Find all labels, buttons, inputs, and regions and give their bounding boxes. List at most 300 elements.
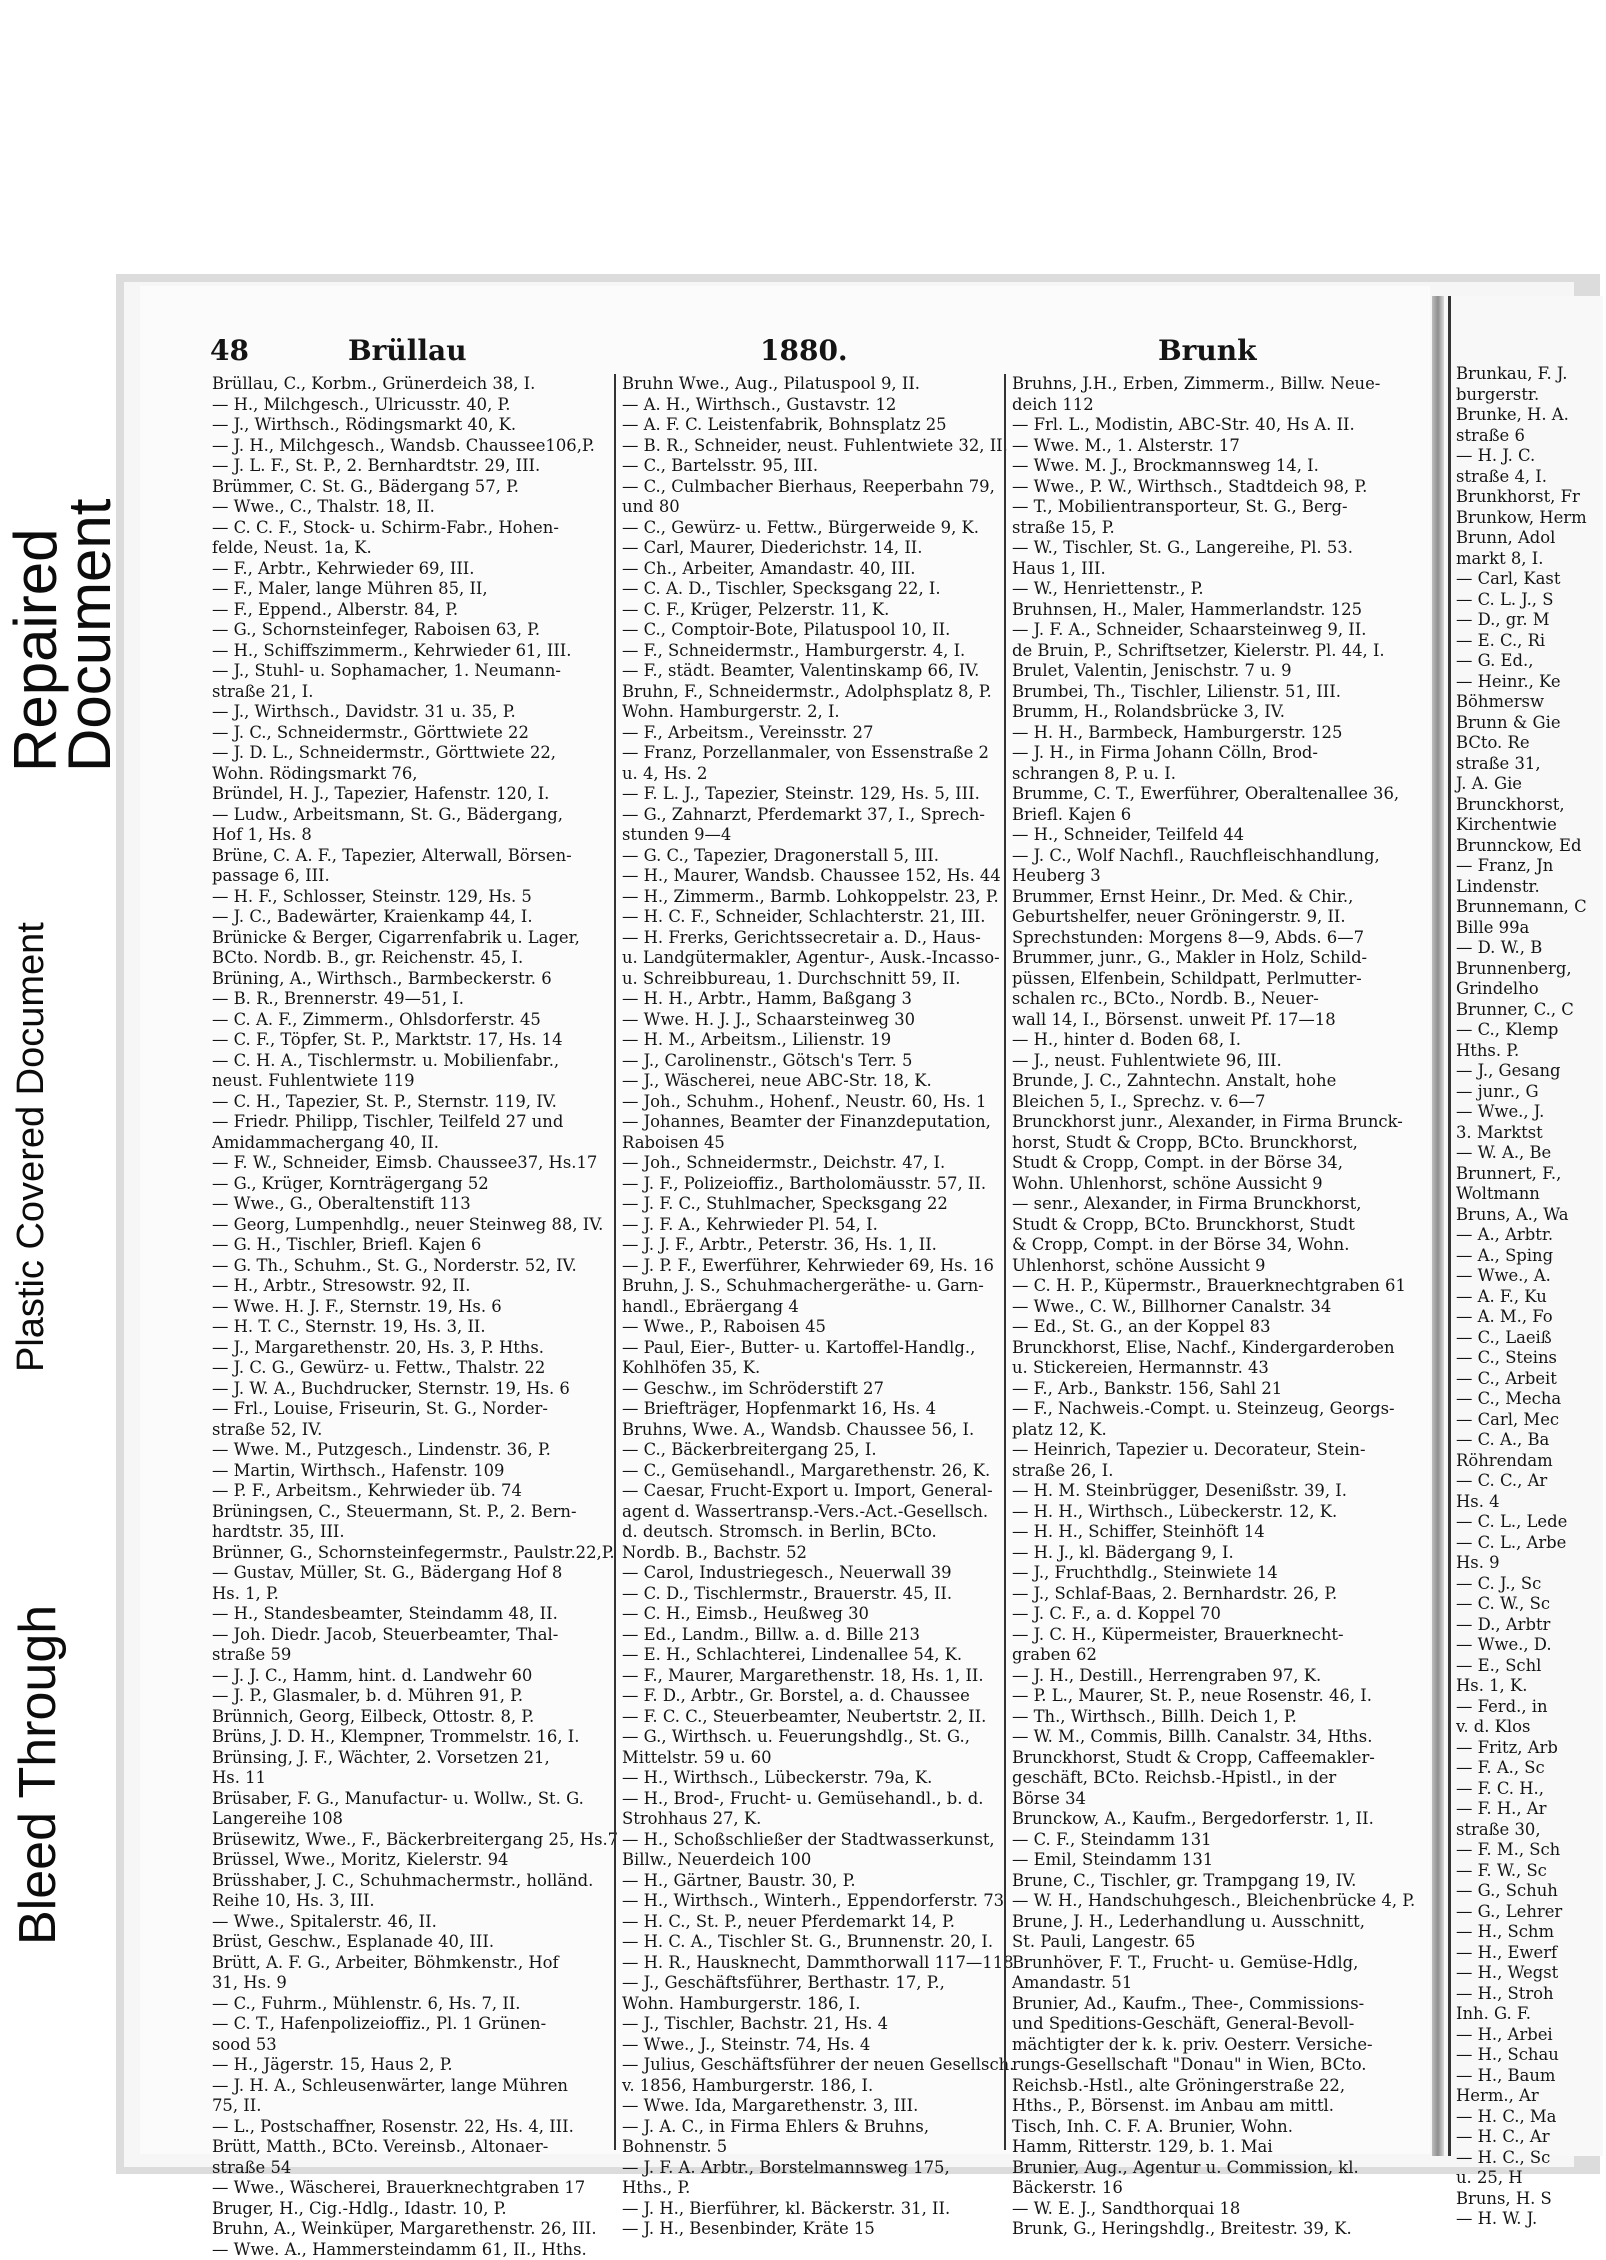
directory-entry: — C. L., Arbe (1456, 1533, 1606, 1554)
directory-entry: — Joh., Schneidermstr., Deichstr. 47, I. (622, 1153, 1012, 1174)
directory-entry: — C. C. F., Stock- u. Schirm-Fabr., Hohen- (212, 518, 614, 539)
directory-entry: — C. H. P., Küpermstr., Brauerknechtgraben 61 (1012, 1276, 1402, 1297)
directory-entry: Woltmann (1456, 1184, 1606, 1205)
directory-entry: — Ludw., Arbeitsmann, St. G., Bädergang, (212, 805, 614, 826)
directory-entry: Hths., P. (622, 2178, 1012, 2199)
directory-entry: — F. W., Schneider, Eimsb. Chaussee37, Hs.17 (212, 1153, 614, 1174)
directory-entry: v. d. Klos (1456, 1717, 1606, 1738)
directory-entry: — F., Maler, lange Mühren 85, II, (212, 579, 614, 600)
directory-entry: Inh. G. F. (1456, 2004, 1606, 2025)
directory-entry: — A. H., Wirthsch., Gustavstr. 12 (622, 395, 1012, 416)
directory-entry: — G. H., Tischler, Briefl. Kajen 6 (212, 1235, 614, 1256)
directory-entry: Uhlenhorst, schöne Aussicht 9 (1012, 1256, 1402, 1277)
directory-entry: — Friedr. Philipp, Tischler, Teilfeld 27 und (212, 1112, 614, 1133)
directory-entry: deich 112 (1012, 395, 1402, 416)
directory-entry: — H. H., Arbtr., Hamm, Baßgang 3 (622, 989, 1012, 1010)
directory-entry: — Gustav, Müller, St. G., Bädergang Hof 8 (212, 1563, 614, 1584)
directory-entry: — Ferd., in (1456, 1697, 1606, 1718)
directory-entry: Böhmersw (1456, 692, 1606, 713)
directory-entry: Brunnenberg, (1456, 959, 1606, 980)
directory-entry: stunden 9—4 (622, 825, 1012, 846)
directory-entry: — H., Wegst (1456, 1963, 1606, 1984)
directory-entry: Reichsb.-Hstl., alte Gröningerstraße 22, (1012, 2076, 1402, 2097)
directory-entry: — H., hinter d. Boden 68, I. (1012, 1030, 1402, 1051)
directory-entry: Brunk, G., Heringshdlg., Breitestr. 39, K. (1012, 2219, 1402, 2240)
directory-entry: — Johannes, Beamter der Finanzdeputation, (622, 1112, 1012, 1133)
directory-entry: — A. F., Ku (1456, 1287, 1606, 1308)
directory-entry: — C., Bartelsstr. 95, III. (622, 456, 1012, 477)
directory-entry: Reihe 10, Hs. 3, III. (212, 1891, 614, 1912)
directory-entry: Brünnich, Georg, Eilbeck, Ottostr. 8, P. (212, 1707, 614, 1728)
directory-entry: püssen, Elfenbein, Schildpatt, Perlmutter- (1012, 969, 1402, 990)
directory-entry: Bille 99a (1456, 918, 1606, 939)
directory-entry: — J., Gesang (1456, 1061, 1606, 1082)
directory-entry: — D. W., B (1456, 938, 1606, 959)
directory-entry: — junr., G (1456, 1082, 1606, 1103)
directory-entry: — G. Ed., (1456, 651, 1606, 672)
directory-entry: — W. E. J., Sandthorquai 18 (1012, 2199, 1402, 2220)
directory-entry: — E. H., Schlachterei, Lindenallee 54, K. (622, 1645, 1012, 1666)
directory-entry: Brüssel, Wwe., Moritz, Kielerstr. 94 (212, 1850, 614, 1871)
document-label: Document (60, 442, 120, 772)
directory-entry: straße 6 (1456, 426, 1606, 447)
directory-entry: Billw., Neuerdeich 100 (622, 1850, 1012, 1871)
directory-entry: — H. R., Hausknecht, Dammthorwall 117—118 (622, 1953, 1012, 1974)
directory-entry: Brunnert, F., (1456, 1164, 1606, 1185)
directory-entry: passage 6, III. (212, 866, 614, 887)
directory-entry: — Wwe., D. (1456, 1635, 1606, 1656)
directory-entry: — F., Arb., Bankstr. 156, Sahl 21 (1012, 1379, 1402, 1400)
directory-entry: Wohn. Hamburgerstr. 2, I. (622, 702, 1012, 723)
directory-entry: — J. C., Schneidermstr., Görttwiete 22 (212, 723, 614, 744)
directory-entry: — J. A. C., in Firma Ehlers & Bruhns, (622, 2117, 1012, 2138)
directory-entry: — J., Margarethenstr. 20, Hs. 3, P. Hths. (212, 1338, 614, 1359)
directory-entry: Brunke, H. A. (1456, 405, 1606, 426)
directory-entry: — J. C. H., Küpermeister, Brauerknecht- (1012, 1625, 1402, 1646)
directory-entry: — C. H., Tapezier, St. P., Sternstr. 119, IV. (212, 1092, 614, 1113)
directory-entry: — W., Henriettenstr., P. (1012, 579, 1402, 600)
directory-entry: — C., Arbeit (1456, 1369, 1606, 1390)
directory-entry: — C., Fuhrm., Mühlenstr. 6, Hs. 7, II. (212, 1994, 614, 2015)
directory-entry: Brunkhorst, Fr (1456, 487, 1606, 508)
directory-entry: Studt & Cropp, Compt. in der Börse 34, (1012, 1153, 1402, 1174)
directory-entry: — H. Frerks, Gerichtssecretair a. D., Haus- (622, 928, 1012, 949)
directory-entry: graben 62 (1012, 1645, 1402, 1666)
directory-entry: — E., Schl (1456, 1656, 1606, 1677)
directory-entry: Lindenstr. (1456, 877, 1606, 898)
directory-entry: Brüning, A., Wirthsch., Barmbeckerstr. 6 (212, 969, 614, 990)
directory-entry: — F., Eppend., Alberstr. 84, P. (212, 600, 614, 621)
directory-entry: Brunhöver, F. T., Frucht- u. Gemüse-Hdlg, (1012, 1953, 1402, 1974)
directory-entry: — G. Th., Schuhm., St. G., Norderstr. 52, IV. (212, 1256, 614, 1277)
directory-entry: — H., Stroh (1456, 1984, 1606, 2005)
directory-entry: — F. C. H., (1456, 1779, 1606, 1800)
directory-entry: Brüsshaber, J. C., Schuhmachermstr., holländ. (212, 1871, 614, 1892)
directory-entry: und 80 (622, 497, 1012, 518)
directory-entry: — H., Arbei (1456, 2025, 1606, 2046)
directory-entry: markt 8, I. (1456, 549, 1606, 570)
directory-entry: — J. F. A., Kehrwieder Pl. 54, I. (622, 1215, 1012, 1236)
directory-entry: Bruhns, J.H., Erben, Zimmerm., Billw. Neue- (1012, 374, 1402, 395)
directory-entry: — G., Lehrer (1456, 1902, 1606, 1923)
directory-entry: Brüst, Geschw., Esplanade 40, III. (212, 1932, 614, 1953)
directory-entry: — Franz, Jn (1456, 856, 1606, 877)
directory-entry: 3. Marktst (1456, 1123, 1606, 1144)
directory-entry: — J. C. F., a. d. Koppel 70 (1012, 1604, 1402, 1625)
directory-entry: — J. L. F., St. P., 2. Bernhardtstr. 29, III. (212, 456, 614, 477)
directory-entry: Brunkau, F. J. (1456, 364, 1606, 385)
directory-entry: neust. Fuhlentwiete 119 (212, 1071, 614, 1092)
directory-entry: — C. H. A., Tischlermstr. u. Mobilienfabr., (212, 1051, 614, 1072)
directory-entry: — H., Brod-, Frucht- u. Gemüsehandl., b. d. (622, 1789, 1012, 1810)
directory-entry: — J. F. A., Schneider, Schaarsteinweg 9, II. (1012, 620, 1402, 641)
directory-entry: St. Pauli, Langestr. 65 (1012, 1932, 1402, 1953)
directory-entry: — H., Schoßschließer der Stadtwasserkunst, (622, 1830, 1012, 1851)
directory-entry: Bruger, H., Cig.-Hdlg., Idastr. 10, P. (212, 2199, 614, 2220)
directory-entry: — H., Schiffszimmerm., Kehrwieder 61, III. (212, 641, 614, 662)
directory-entry: — C., Gewürz- u. Fettw., Bürgerweide 9, K. (622, 518, 1012, 539)
directory-entry: — Carol, Industriegesch., Neuerwall 39 (622, 1563, 1012, 1584)
directory-entry: & Cropp, Compt. in der Börse 34, Wohn. (1012, 1235, 1402, 1256)
directory-entry: — W., Tischler, St. G., Langereihe, Pl. 53. (1012, 538, 1402, 559)
directory-entry: — H., Baum (1456, 2066, 1606, 2087)
directory-entry: — Julius, Geschäftsführer der neuen Gesellsch. (622, 2055, 1012, 2076)
directory-entry: — C. F., Steindamm 131 (1012, 1830, 1402, 1851)
directory-entry: Bruhn, A., Weinküper, Margarethenstr. 26, III. (212, 2219, 614, 2240)
directory-entry: Brünicke & Berger, Cigarrenfabrik u. Lager, (212, 928, 614, 949)
directory-entry: Hths. P. (1456, 1041, 1606, 1062)
directory-entry: — C., Klemp (1456, 1020, 1606, 1041)
directory-entry: — J., Tischler, Bachstr. 21, Hs. 4 (622, 2014, 1012, 2035)
directory-entry: — C., Comptoir-Bote, Pilatuspool 10, II. (622, 620, 1012, 641)
directory-entry: — Wwe., C., Thalstr. 18, II. (212, 497, 614, 518)
directory-entry: — E. C., Ri (1456, 631, 1606, 652)
directory-entry: Bruns, H. S (1456, 2189, 1606, 2210)
directory-entry: — H. C., Ar (1456, 2127, 1606, 2148)
directory-entry: — J. W. A., Buchdrucker, Sternstr. 19, Hs. 6 (212, 1379, 614, 1400)
directory-entry: — H., Maurer, Wandsb. Chaussee 152, Hs. 44 (622, 866, 1012, 887)
directory-entry: Brunner, C., C (1456, 1000, 1606, 1021)
directory-entry: — Frl. L., Modistin, ABC-Str. 40, Hs A. II. (1012, 415, 1402, 436)
directory-entry: Brulet, Valentin, Jenischstr. 7 u. 9 (1012, 661, 1402, 682)
directory-entry: — F., Nachweis.-Compt. u. Steinzeug, Georgs- (1012, 1399, 1402, 1420)
directory-entry: Brunnemann, C (1456, 897, 1606, 918)
directory-entry: Bruhn, J. S., Schuhmachergeräthe- u. Garn- (622, 1276, 1012, 1297)
directory-entry: — F., Arbtr., Kehrwieder 69, III. (212, 559, 614, 580)
directory-entry: — J., Schlaf-Baas, 2. Bernhardstr. 26, P. (1012, 1584, 1402, 1605)
directory-entry: straße 31, (1456, 754, 1606, 775)
directory-entry: — C. W., Sc (1456, 1594, 1606, 1615)
directory-entry: — Wwe., J., Steinstr. 74, Hs. 4 (622, 2035, 1012, 2056)
directory-entry: — J. J. C., Hamm, hint. d. Landwehr 60 (212, 1666, 614, 1687)
directory-entry: Heuberg 3 (1012, 866, 1402, 887)
directory-entry: — C. T., Hafenpolizeioffiz., Pl. 1 Grünen- (212, 2014, 614, 2035)
page-number: 48 (210, 334, 249, 367)
directory-entry: — Georg, Lumpenhdlg., neuer Steinweg 88, IV. (212, 1215, 614, 1236)
directory-entry: wall 14, I., Börsenst. unweit Pf. 17—18 (1012, 1010, 1402, 1031)
directory-entry: — F. H., Ar (1456, 1799, 1606, 1820)
directory-entry: — H., Schm (1456, 1922, 1606, 1943)
directory-entry: u. 25, H (1456, 2168, 1606, 2189)
directory-entry: platz 12, K. (1012, 1420, 1402, 1441)
repaired-label: Repaired (6, 442, 66, 772)
book-spine (1432, 296, 1444, 2156)
directory-entry: — J. P., Glasmaler, b. d. Mühren 91, P. (212, 1686, 614, 1707)
directory-entry: — C. A. D., Tischler, Specksgang 22, I. (622, 579, 1012, 600)
directory-entry: — C. L. J., S (1456, 590, 1606, 611)
directory-entry: — F. C. C., Steuerbeamter, Neubertstr. 2, II. (622, 1707, 1012, 1728)
directory-column-2 (614, 374, 1012, 2150)
directory-entry: — Ed., Landm., Billw. a. d. Bille 213 (622, 1625, 1012, 1646)
directory-entry: Kirchentwie (1456, 815, 1606, 836)
directory-entry: Brunde, J. C., Zahntechn. Anstalt, hohe (1012, 1071, 1402, 1092)
directory-entry: — Wwe. M., Putzgesch., Lindenstr. 36, P. (212, 1440, 614, 1461)
directory-entry: — Ed., St. G., an der Koppel 83 (1012, 1317, 1402, 1338)
directory-entry: — G., Krüger, Kornträgergang 52 (212, 1174, 614, 1195)
directory-entry: Brunckhorst, (1456, 795, 1606, 816)
directory-entry: — F. A., Sc (1456, 1758, 1606, 1779)
directory-entry: — H., Arbtr., Stresowstr. 92, II. (212, 1276, 614, 1297)
directory-entry: Bründel, H. J., Tapezier, Hafenstr. 120, I. (212, 784, 614, 805)
directory-entry: — C., Steins (1456, 1348, 1606, 1369)
directory-entry: Wohn. Hamburgerstr. 186, I. (622, 1994, 1012, 2015)
directory-entry: — J. J. F., Arbtr., Peterstr. 36, Hs. 1, II. (622, 1235, 1012, 1256)
directory-entry: Hof 1, Hs. 8 (212, 825, 614, 846)
directory-entry: — G., Zahnarzt, Pferdemarkt 37, I., Sprech- (622, 805, 1012, 826)
directory-entry: — A. M., Fo (1456, 1307, 1606, 1328)
directory-entry: Börse 34 (1012, 1789, 1402, 1810)
directory-entry: — C. D., Tischlermstr., Brauerstr. 45, II. (622, 1584, 1012, 1605)
directory-entry: — Carl, Mec (1456, 1410, 1606, 1431)
directory-entry: — J., neust. Fuhlentwiete 96, III. (1012, 1051, 1402, 1072)
directory-entry: — J. H., in Firma Johann Cölln, Brod- (1012, 743, 1402, 764)
directory-entry: Brünner, G., Schornsteinfegermstr., Paulstr.22,P. (212, 1543, 614, 1564)
directory-entry: — J. H., Destill., Herrengraben 97, K. (1012, 1666, 1402, 1687)
directory-entry: horst, Studt & Cropp, BCto. Brunckhorst, (1012, 1133, 1402, 1154)
directory-column-4-partial (1456, 364, 1606, 2144)
directory-entry: — C. L., Lede (1456, 1512, 1606, 1533)
directory-entry: — J. C. G., Gewürz- u. Fettw., Thalstr. 22 (212, 1358, 614, 1379)
directory-entry: — C. J., Sc (1456, 1574, 1606, 1595)
directory-entry: Röhrendam (1456, 1451, 1606, 1472)
directory-entry: Brumm, H., Rolandsbrücke 3, IV. (1012, 702, 1402, 723)
directory-entry: — H., Schneider, Teilfeld 44 (1012, 825, 1402, 846)
directory-entry: — J. H. A., Schleusenwärter, lange Mühren (212, 2076, 614, 2097)
directory-entry: — H., Ewerf (1456, 1943, 1606, 1964)
directory-entry: — H. H., Schiffer, Steinhöft 14 (1012, 1522, 1402, 1543)
directory-entry: Brünsing, J. F., Wächter, 2. Vorsetzen 21, (212, 1748, 614, 1769)
directory-entry: — C., Mecha (1456, 1389, 1606, 1410)
directory-entry: — senr., Alexander, in Firma Brunckhorst, (1012, 1194, 1402, 1215)
directory-entry: Hamm, Ritterstr. 129, b. 1. Mai (1012, 2137, 1402, 2158)
directory-entry: — Wwe. H. J. F., Sternstr. 19, Hs. 6 (212, 1297, 614, 1318)
directory-entry: — C. A. F., Zimmerm., Ohlsdorferstr. 45 (212, 1010, 614, 1031)
directory-entry: — B. R., Brennerstr. 49—51, I. (212, 989, 614, 1010)
directory-entry: — H. C., Ma (1456, 2107, 1606, 2128)
directory-entry: — H. W. J. (1456, 2209, 1606, 2230)
directory-entry: — Wwe., P. W., Wirthsch., Stadtdeich 98, P. (1012, 477, 1402, 498)
directory-entry: Hs. 11 (212, 1768, 614, 1789)
directory-entry: — C. H., Eimsb., Heußweg 30 (622, 1604, 1012, 1625)
directory-entry: — Heinrich, Tapezier u. Decorateur, Stein- (1012, 1440, 1402, 1461)
directory-entry: v. 1856, Hamburgerstr. 186, I. (622, 2076, 1012, 2097)
directory-entry: — H., Jägerstr. 15, Haus 2, P. (212, 2055, 614, 2076)
directory-entry: Tisch, Inh. C. F. A. Brunier, Wohn. (1012, 2117, 1402, 2138)
directory-entry: — Wwe. Ida, Margarethenstr. 3, III. (622, 2096, 1012, 2117)
directory-entry: — Ch., Arbeiter, Amandastr. 40, III. (622, 559, 1012, 580)
directory-entry: — Caesar, Frucht-Export u. Import, General- (622, 1481, 1012, 1502)
directory-entry: — G., Schuh (1456, 1881, 1606, 1902)
directory-entry: — J., Wäscherei, neue ABC-Str. 18, K. (622, 1071, 1012, 1092)
directory-entry: agent d. Wassertransp.-Vers.-Act.-Gesellsch. (622, 1502, 1012, 1523)
directory-entry: Mittelstr. 59 u. 60 (622, 1748, 1012, 1769)
directory-entry: Brummer, Ernst Heinr., Dr. Med. & Chir., (1012, 887, 1402, 908)
directory-entry: schalen rc., BCto., Nordb. B., Neuer- (1012, 989, 1402, 1010)
directory-entry: — Heinr., Ke (1456, 672, 1606, 693)
directory-entry: u. Landgütermakler, Agentur-, Ausk.-Incasso- (622, 948, 1012, 969)
directory-entry: — C., Culmbacher Bierhaus, Reeperbahn 79, (622, 477, 1012, 498)
directory-entry: — H. T. C., Sternstr. 19, Hs. 3, II. (212, 1317, 614, 1338)
directory-entry: 31, Hs. 9 (212, 1973, 614, 1994)
directory-entry: — J. F., Polizeioffiz., Bartholomäusstr. 57, II. (622, 1174, 1012, 1195)
directory-entry: 75, II. (212, 2096, 614, 2117)
directory-entry: und Speditions-Geschäft, General-Bevoll- (1012, 2014, 1402, 2035)
directory-entry: Brunier, Aug., Agentur u. Commission, kl. (1012, 2158, 1402, 2179)
directory-entry: Bruhn Wwe., Aug., Pilatuspool 9, II. (622, 374, 1012, 395)
directory-entry: — J. D. L., Schneidermstr., Görttwiete 22, (212, 743, 614, 764)
directory-entry: — A., Arbtr. (1456, 1225, 1606, 1246)
directory-entry: Brüns, J. D. H., Klempner, Trommelstr. 16, I. (212, 1727, 614, 1748)
directory-entry: — D., Arbtr (1456, 1615, 1606, 1636)
directory-entry: Bruhn, F., Schneidermstr., Adolphsplatz 8, P. (622, 682, 1012, 703)
directory-entry: — A., Sping (1456, 1246, 1606, 1267)
directory-entry: — H., Wirthsch., Winterh., Eppendorferstr. 73 (622, 1891, 1012, 1912)
directory-entry: — Wwe., P., Raboisen 45 (622, 1317, 1012, 1338)
directory-entry: Haus 1, III. (1012, 559, 1402, 580)
directory-entry: Wohn. Rödingsmarkt 76, (212, 764, 614, 785)
directory-entry: — T., Mobilientransporteur, St. G., Berg- (1012, 497, 1402, 518)
directory-entry: — F. W., Sc (1456, 1861, 1606, 1882)
directory-entry: Amidammachergang 40, II. (212, 1133, 614, 1154)
directory-entry: — H. H., Barmbeck, Hamburgerstr. 125 (1012, 723, 1402, 744)
directory-entry: — J. P. F., Ewerführer, Kehrwieder 69, Hs. 16 (622, 1256, 1012, 1277)
directory-entry: Brunn, Adol (1456, 528, 1606, 549)
directory-entry: straße 54 (212, 2158, 614, 2179)
directory-entry: hardtstr. 35, III. (212, 1522, 614, 1543)
directory-entry: schrangen 8, P. u. I. (1012, 764, 1402, 785)
directory-column-3 (1004, 374, 1402, 2150)
directory-entry: — F. M., Sch (1456, 1840, 1606, 1861)
directory-entry: — Emil, Steindamm 131 (1012, 1850, 1402, 1871)
directory-entry: — H. C. A., Tischler St. G., Brunnenstr. 20, I. (622, 1932, 1012, 1953)
directory-entry: — C. C., Ar (1456, 1471, 1606, 1492)
directory-entry: — J. H., Besenbinder, Kräte 15 (622, 2219, 1012, 2240)
directory-entry: — C., Bäckerbreitergang 25, I. (622, 1440, 1012, 1461)
directory-entry: Brumbei, Th., Tischler, Lilienstr. 51, III. (1012, 682, 1402, 703)
directory-entry: — Wwe. A., Hammersteindamm 61, II., Hths. (212, 2240, 614, 2260)
directory-entry: Brumme, C. T., Ewerführer, Oberaltenallee 36, (1012, 784, 1402, 805)
directory-entry: — J., Carolinenstr., Götsch's Terr. 5 (622, 1051, 1012, 1072)
directory-entry: — J., Stuhl- u. Sophamacher, 1. Neumann- (212, 661, 614, 682)
directory-entry: — F., Maurer, Margarethenstr. 18, Hs. 1, II. (622, 1666, 1012, 1687)
directory-entry: — H. M. Steinbrügger, Desenißstr. 39, I. (1012, 1481, 1402, 1502)
directory-entry: Brunckhorst junr., Alexander, in Firma Brunck- (1012, 1112, 1402, 1133)
directory-entry: — W. A., Be (1456, 1143, 1606, 1164)
directory-entry: — J. C., Badewärter, Kraienkamp 44, I. (212, 907, 614, 928)
directory-entry: — J. F. C., Stuhlmacher, Specksgang 22 (622, 1194, 1012, 1215)
directory-entry: Hths., P., Börsenst. im Anbau am mittl. (1012, 2096, 1402, 2117)
directory-entry: — J. H., Milchgesch., Wandsb. Chaussee106,P. (212, 436, 614, 457)
directory-entry: Brunckow, A., Kaufm., Bergedorferstr. 1, II. (1012, 1809, 1402, 1830)
directory-entry: — F. L. J., Tapezier, Steinstr. 129, Hs. 5, III. (622, 784, 1012, 805)
directory-entry: BCto. Nordb. B., gr. Reichenstr. 45, I. (212, 948, 614, 969)
directory-entry: — Wwe., Wäscherei, Brauerknechtgraben 17 (212, 2178, 614, 2199)
directory-entry: Brümmer, C. St. G., Bädergang 57, P. (212, 477, 614, 498)
directory-entry: — Martin, Wirthsch., Hafenstr. 109 (212, 1461, 614, 1482)
directory-entry: Brummer, junr., G., Makler in Holz, Schild- (1012, 948, 1402, 969)
directory-entry: — Wwe., J. (1456, 1102, 1606, 1123)
directory-entry: — Briefträger, Hopfenmarkt 16, Hs. 4 (622, 1399, 1012, 1420)
directory-entry: Wohn. Uhlenhorst, schöne Aussicht 9 (1012, 1174, 1402, 1195)
directory-entry: — G. C., Tapezier, Dragonerstall 5, III. (622, 846, 1012, 867)
directory-entry: Studt & Cropp, BCto. Brunckhorst, Studt (1012, 1215, 1402, 1236)
directory-entry: — A. F. C. Leistenfabrik, Bohnsplatz 25 (622, 415, 1012, 436)
directory-entry: straße 15, P. (1012, 518, 1402, 539)
directory-entry: — H. J. C. (1456, 446, 1606, 467)
directory-entry: — Joh., Schuhm., Hohenf., Neustr. 60, Hs. 1 (622, 1092, 1012, 1113)
directory-entry: Brunier, Ad., Kaufm., Thee-, Commissions- (1012, 1994, 1402, 2015)
directory-entry: — C., Gemüsehandl., Margarethenstr. 26, K. (622, 1461, 1012, 1482)
directory-entry: — W. M., Commis, Billh. Canalstr. 34, Hths. (1012, 1727, 1402, 1748)
directory-entry: — Fritz, Arb (1456, 1738, 1606, 1759)
directory-entry: J. A. Gie (1456, 774, 1606, 795)
directory-entry: — J., Geschäftsführer, Berthastr. 17, P., (622, 1973, 1012, 1994)
directory-entry: Bruhns, Wwe. A., Wandsb. Chaussee 56, I. (622, 1420, 1012, 1441)
directory-entry: — H., Zimmerm., Barmb. Lohkoppelstr. 23, P. (622, 887, 1012, 908)
directory-entry: — W. H., Handschuhgesch., Bleichenbrücke 4, P. (1012, 1891, 1402, 1912)
directory-entry: Herm., Ar (1456, 2086, 1606, 2107)
directory-entry: burgerstr. (1456, 385, 1606, 406)
directory-entry: Langereihe 108 (212, 1809, 614, 1830)
directory-entry: Bäckerstr. 16 (1012, 2178, 1402, 2199)
directory-entry: — P. L., Maurer, St. P., neue Rosenstr. 46, I. (1012, 1686, 1402, 1707)
directory-entry: — Joh. Diedr. Jacob, Steuerbeamter, Thal- (212, 1625, 614, 1646)
directory-entry: Bruns, A., Wa (1456, 1205, 1606, 1226)
directory-entry: Hs. 1, K. (1456, 1676, 1606, 1697)
directory-entry: — Paul, Eier-, Butter- u. Kartoffel-Handlg., (622, 1338, 1012, 1359)
directory-entry: — Wwe., A. (1456, 1266, 1606, 1287)
directory-entry: — H. J., kl. Bädergang 9, I. (1012, 1543, 1402, 1564)
directory-entry: — G., Schornsteinfeger, Raboisen 63, P. (212, 620, 614, 641)
directory-entry: geschäft, BCto. Reichsb.-Hpistl., in der (1012, 1768, 1402, 1789)
directory-entry: — Wwe., C. W., Billhorner Canalstr. 34 (1012, 1297, 1402, 1318)
directory-entry: — C. A., Ba (1456, 1430, 1606, 1451)
directory-entry: sood 53 (212, 2035, 614, 2056)
directory-entry: de Bruin, P., Schriftsetzer, Kielerstr. Pl. 44, I. (1012, 641, 1402, 662)
directory-entry: handl., Ebräergang 4 (622, 1297, 1012, 1318)
directory-entry: d. deutsch. Stromsch. in Berlin, BCto. (622, 1522, 1012, 1543)
directory-entry: Brüne, C. A. F., Tapezier, Alterwall, Börsen- (212, 846, 614, 867)
directory-entry: — H. H., Wirthsch., Lübeckerstr. 12, K. (1012, 1502, 1402, 1523)
directory-entry: Hs. 1, P. (212, 1584, 614, 1605)
directory-entry: — F., städt. Beamter, Valentinskamp 66, IV. (622, 661, 1012, 682)
directory-entry: — H. C., St. P., neuer Pferdemarkt 14, P. (622, 1912, 1012, 1933)
directory-entry: — Geschw., im Schröderstift 27 (622, 1379, 1012, 1400)
directory-entry: straße 4, I. (1456, 467, 1606, 488)
directory-entry: Brütt, A. F. G., Arbeiter, Böhmkenstr., Hof (212, 1953, 614, 1974)
page-header (208, 334, 1368, 374)
directory-entry: Bruhnsen, H., Maler, Hammerlandstr. 125 (1012, 600, 1402, 621)
